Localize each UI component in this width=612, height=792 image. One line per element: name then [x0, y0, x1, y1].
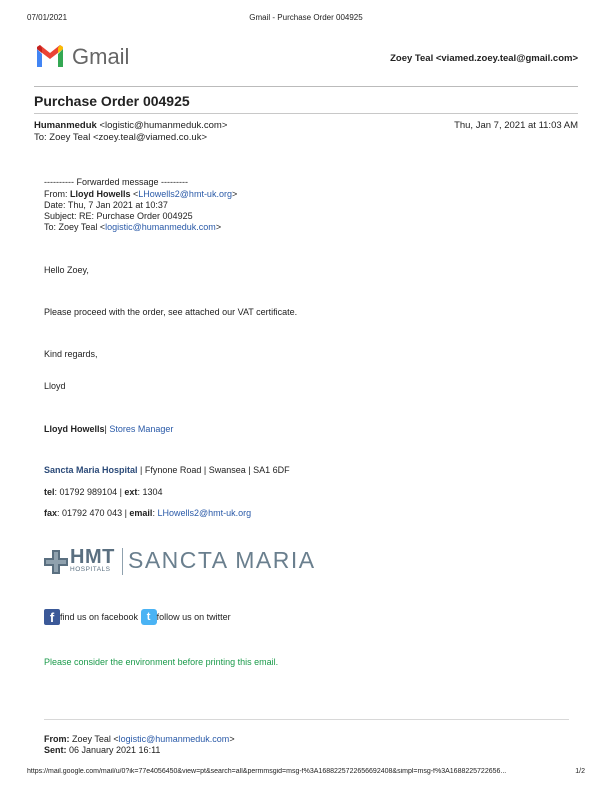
facebook-icon[interactable]: f	[44, 609, 60, 625]
from-label: From:	[44, 189, 70, 199]
signature-tel-line	[44, 487, 162, 498]
from-close: >	[231, 189, 238, 199]
sender-email: <logistic@humanmeduk.com>	[99, 120, 228, 131]
print-title: Gmail - Purchase Order 004925	[249, 13, 363, 22]
from-open: <	[130, 189, 139, 199]
reply-from	[44, 734, 235, 745]
gmail-wordmark: Gmail	[72, 44, 130, 69]
to-prefix: To: Zoey Teal <	[44, 222, 106, 232]
fax-label: fax	[44, 508, 58, 518]
social-line	[44, 609, 231, 625]
environment-note: Please consider the environment before printing this email.	[44, 657, 279, 667]
page-title: Purchase Order 004925	[34, 93, 190, 109]
divider-reply	[44, 719, 569, 720]
message-sender	[34, 120, 227, 132]
forwarded-subject: Subject: RE: Purchase Order 004925	[44, 211, 193, 221]
hmt-text: HMT	[70, 546, 115, 568]
message-to: To: Zoey Teal <zoey.teal@viamed.co.uk>	[34, 132, 207, 143]
reply-sent	[44, 745, 160, 756]
reply-from-label: From:	[44, 734, 70, 744]
sender-name: Humanmeduk	[34, 120, 97, 131]
signature-sep: |	[104, 424, 110, 434]
signature-name-line	[44, 424, 173, 435]
signature-email-link[interactable]: LHowells2@hmt-uk.org	[157, 508, 252, 518]
forwarded-from	[44, 189, 237, 200]
to-email-link[interactable]: logistic@humanmeduk.com	[105, 222, 216, 232]
hmt-cross-icon	[44, 550, 68, 574]
body-greeting: Hello Zoey,	[44, 265, 89, 275]
body-regards: Kind regards,	[44, 349, 98, 359]
reply-from-email-link[interactable]: logistic@humanmeduk.com	[118, 734, 230, 744]
twitter-icon[interactable]: t	[141, 609, 157, 625]
gmail-m-icon	[35, 45, 65, 69]
signature-role: Stores Manager	[109, 424, 174, 434]
fax-value: : 01792 470 043 |	[57, 508, 130, 518]
signature-hospital-line	[44, 465, 290, 476]
from-name: Lloyd Howells	[70, 189, 131, 199]
from-email-link[interactable]: LHowells2@hmt-uk.org	[138, 189, 232, 199]
body-line: Please proceed with the order, see attached our VAT certificate.	[44, 307, 298, 317]
signature-hospital: Sancta Maria Hospital	[44, 465, 138, 475]
tel-value: : 01792 989104 |	[54, 487, 125, 497]
hmt-sancta-maria-logo	[44, 548, 364, 576]
logo-divider	[122, 548, 123, 575]
forwarded-banner: ---------- Forwarded message ---------	[44, 177, 188, 187]
gmail-logo	[35, 45, 65, 74]
page-number: 1/2	[575, 768, 585, 775]
footer-url: https://mail.google.com/mail/u/0?ik=77e4056450&view=pt&search=all&permmsgid=msg-f%3A1688225722656692408&simpl=msg-f%3A1688225722656...	[27, 768, 507, 775]
print-date: 07/01/2021	[27, 13, 68, 22]
body-signoff: Lloyd	[44, 381, 66, 391]
message-date: Thu, Jan 7, 2021 at 11:03 AM	[454, 120, 578, 131]
forwarded-date: Date: Thu, 7 Jan 2021 at 10:37	[44, 200, 168, 210]
email-sep: :	[152, 508, 158, 518]
divider-subject	[34, 113, 578, 114]
forwarded-to	[44, 222, 221, 233]
tel-label: tel	[44, 487, 55, 497]
email-label: email	[129, 508, 153, 518]
signature-name: Lloyd Howells	[44, 424, 105, 434]
account-label: Zoey Teal <viamed.zoey.teal@gmail.com>	[390, 53, 578, 64]
ext-label: ext	[124, 487, 138, 497]
reply-sent-value: 06 January 2021 16:11	[66, 745, 161, 755]
to-close: >	[215, 222, 222, 232]
reply-from-text: Zoey Teal <	[69, 734, 119, 744]
divider-top	[34, 86, 578, 87]
signature-fax-line	[44, 508, 251, 519]
twitter-link[interactable]: follow us on twitter	[156, 612, 231, 622]
reply-from-close: >	[229, 734, 235, 744]
hospitals-text: HOSPITALS	[70, 566, 111, 573]
reply-sent-label: Sent:	[44, 745, 67, 755]
ext-value: : 1304	[137, 487, 163, 497]
sancta-maria-text: SANCTA MARIA	[128, 547, 316, 573]
facebook-link[interactable]: find us on facebook	[60, 612, 139, 622]
signature-address: | Ffynone Road | Swansea | SA1 6DF	[137, 465, 290, 475]
